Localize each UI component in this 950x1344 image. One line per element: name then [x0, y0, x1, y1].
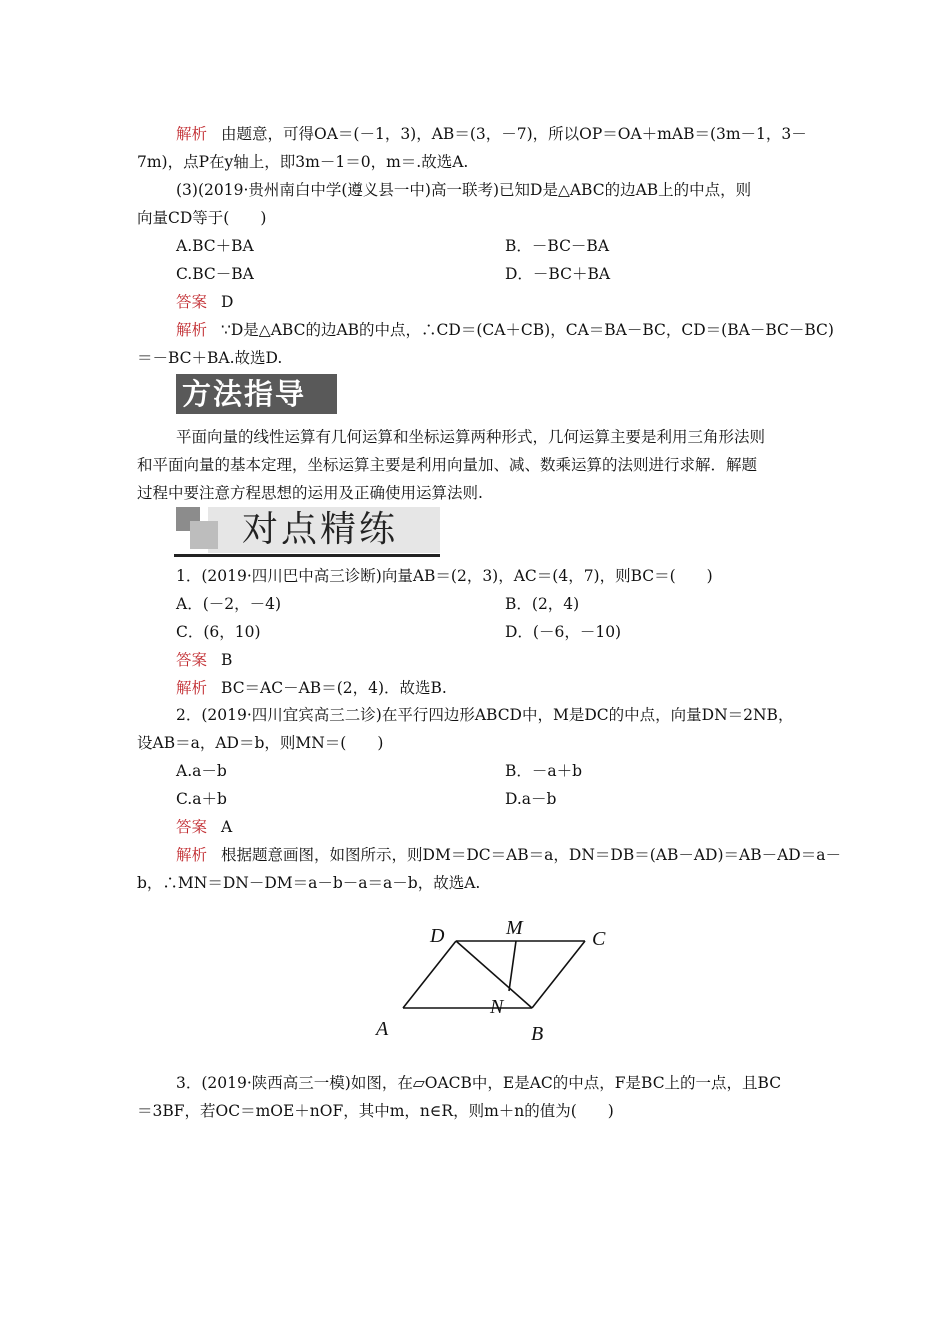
answer-value: B — [221, 651, 233, 669]
question-text: 向量CD等于( ) — [137, 209, 267, 227]
option-b: B．－a＋b — [505, 762, 583, 780]
method-text: 平面向量的线性运算有几何运算和坐标运算两种形式，几何运算主要是利用三角形法则 — [176, 428, 766, 446]
square-icon — [190, 521, 218, 549]
question-text: 2．(2019·四川宜宾高三二诊)在平行四边形ABCD中，M是DC的中点，向量DN＝2NB， — [176, 706, 794, 724]
solution-text: BC＝AC－AB＝(2，4)．故选B. — [221, 679, 447, 697]
solution-label: 解析 — [176, 125, 208, 143]
question-text: 3．(2019·陕西高三一模)如图，在▱OACB中，E是AC的中点，F是BC上的一点，且BC — [176, 1074, 782, 1092]
question-text: 设AB＝a，AD＝b，则MN＝( ) — [137, 734, 384, 752]
option-c: C.BC－BA — [176, 265, 254, 283]
option-a: A．(－2，－4) — [176, 595, 282, 613]
label-m: M — [506, 917, 523, 939]
label-a: A — [376, 1018, 389, 1040]
answer-label: 答案 — [176, 293, 208, 311]
segment-mn — [509, 941, 516, 991]
solution-line — [176, 124, 807, 144]
answer-line — [176, 817, 232, 837]
answer-line — [176, 292, 233, 312]
solution-line — [176, 845, 841, 865]
option-d: D．(－6，－10) — [505, 623, 622, 641]
answer-value: A — [221, 818, 233, 836]
label-b: B — [531, 1023, 544, 1045]
label-n: N — [490, 996, 504, 1018]
practice-banner-title: 对点精练 — [242, 509, 399, 550]
solution-line: b，∴MN＝DN－DM＝a－b－a＝a－b，故选A. — [137, 874, 481, 892]
edge-bc — [532, 941, 585, 1008]
solution-label: 解析 — [176, 846, 208, 864]
question-text: 1．(2019·四川巴中高三诊断)向量AB＝(2，3)，AC＝(4，7)，则BC＝( ) — [176, 567, 713, 585]
solution-line: ＝－BC＋BA.故选D. — [137, 349, 283, 367]
label-c: C — [592, 928, 606, 950]
option-a: A.a－b — [176, 762, 227, 780]
answer-value: D — [221, 293, 234, 311]
solution-line — [176, 678, 447, 698]
banner-underline — [174, 554, 440, 557]
answer-line — [176, 650, 232, 670]
option-b: B．(2，4) — [505, 595, 580, 613]
parallelogram-figure — [364, 905, 622, 1055]
option-b: B．－BC－BA — [505, 237, 610, 255]
question-text: ＝3BF，若OC＝mOE＋nOF，其中m，n∈R，则m＋n的值为( ) — [137, 1102, 614, 1120]
option-d: D．－BC＋BA — [505, 265, 611, 283]
answer-label: 答案 — [176, 651, 208, 669]
option-c: C.a＋b — [176, 790, 227, 808]
practice-banner — [174, 507, 440, 557]
label-d: D — [430, 925, 445, 947]
method-text: 和平面向量的基本定理，坐标运算主要是利用向量加、减、数乘运算的法则进行求解．解题 — [137, 456, 758, 474]
method-text: 过程中要注意方程思想的运用及正确使用运算法则. — [137, 484, 483, 502]
option-d: D.a－b — [505, 790, 557, 808]
option-a: A.BC＋BA — [176, 237, 254, 255]
option-c: C．(6，10) — [176, 623, 261, 641]
solution-line — [176, 320, 834, 340]
answer-label: 答案 — [176, 818, 208, 836]
solution-label: 解析 — [176, 321, 208, 339]
solution-label: 解析 — [176, 679, 208, 697]
solution-text: 根据题意画图，如图所示，则DM＝DC＝AB＝a，DN＝DB＝(AB－AD)＝AB－AD＝a－ — [221, 846, 841, 864]
solution-text: ∵D是△ABC的边AB的中点，∴CD＝(CA＋CB)，CA＝BA－BC，CD＝(BA－BC－BC) — [221, 321, 834, 339]
method-banner: 方法指导 — [176, 374, 337, 414]
edge-ad — [403, 941, 456, 1008]
question-text: (3)(2019·贵州南白中学(遵义县一中)高一联考)已知D是△ABC的边AB上的中点，则 — [176, 181, 752, 199]
solution-line: 7m)，点P在y轴上，即3m－1＝0，m＝.故选A. — [137, 153, 469, 171]
solution-text: 由题意，可得OA＝(－1，3)，AB＝(3，－7)，所以OP＝OA＋mAB＝(3m－1，3－ — [221, 125, 807, 143]
